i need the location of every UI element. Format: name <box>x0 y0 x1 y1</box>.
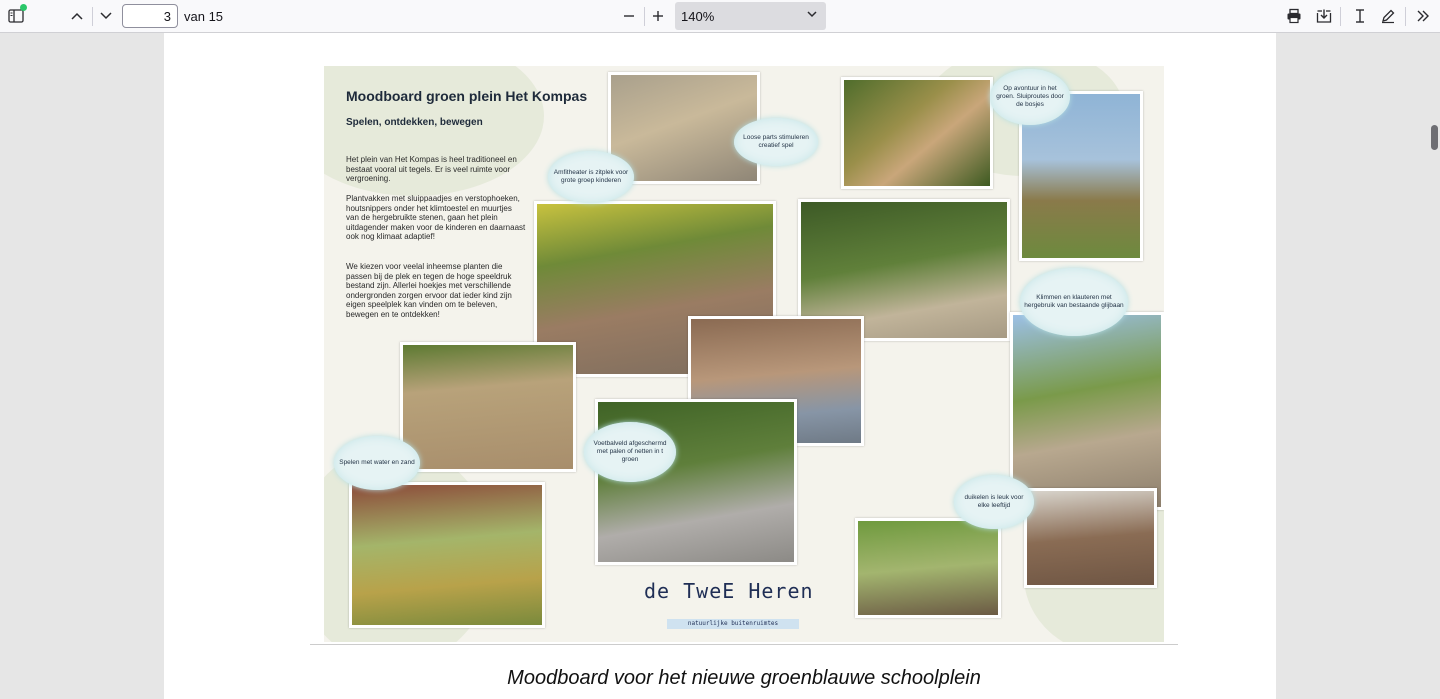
sidebar-icon <box>8 9 24 23</box>
figure-caption: Moodboard voor het nieuwe groenblauwe schoolplein <box>507 667 981 689</box>
sidebar-toggle-button[interactable] <box>4 5 28 27</box>
toolbar-separator <box>644 7 645 26</box>
moodboard-subtitle: Spelen, ontdekken, bewegen <box>346 117 483 128</box>
bubble-water: Spelen met water en zand <box>334 436 420 490</box>
moodboard-paragraph: Plantvakken met sluippaadjes en verstophoeken, houtsnippers onder het klimtoestel en muurtjes van de hergebruikte stenen, gaan het plein uitdagender maken voor de kinderen en daarnaast ook nog klimaat adaptief! <box>346 194 526 242</box>
page-number-input[interactable] <box>122 4 178 28</box>
logo-tagline: natuurlijke buitenruimtes <box>667 619 799 629</box>
printer-icon <box>1286 8 1302 24</box>
document-viewer[interactable] <box>0 33 1440 699</box>
download-icon <box>1316 8 1332 24</box>
page-divider <box>310 644 1178 645</box>
chevron-down-icon <box>806 8 818 20</box>
chevron-down-icon <box>99 11 113 21</box>
photo-rope-bridge <box>855 518 1001 618</box>
zoom-select[interactable] <box>675 2 826 30</box>
next-page-button[interactable] <box>94 5 118 27</box>
photo-water-pump <box>349 482 545 628</box>
draw-tool-button[interactable] <box>1376 5 1400 27</box>
bubble-avontuur: Op avontuur in het groen. Sluiproutes door de bosjes <box>990 69 1070 125</box>
photo-children-in-bushes <box>841 77 993 189</box>
chevron-up-icon <box>70 11 84 21</box>
text-cursor-icon <box>1354 8 1366 24</box>
scrollbar-thumb[interactable] <box>1431 125 1438 150</box>
more-tools-button[interactable] <box>1411 5 1435 27</box>
zoom-value: 140% <box>681 9 715 24</box>
notification-dot <box>20 4 27 11</box>
toolbar-separator <box>1405 7 1406 26</box>
bubble-amfitheater: Amfitheater is zitplek voor grote groep kinderen <box>548 151 634 203</box>
previous-page-button[interactable] <box>65 5 89 27</box>
moodboard-title: Moodboard groen plein Het Kompas <box>346 88 588 104</box>
text-tool-button[interactable] <box>1348 5 1372 27</box>
photo-log-slide <box>1010 312 1164 510</box>
page-count-label: van 15 <box>184 9 224 24</box>
toolbar-separator <box>92 7 93 26</box>
bubble-klimmen: Klimmen en klauteren met hergebruik van bestaande glijbaan <box>1020 268 1128 336</box>
save-button[interactable] <box>1312 5 1336 27</box>
double-chevron-right-icon <box>1416 10 1430 22</box>
de-twee-heren-logo: de TweE Heren <box>644 579 814 603</box>
moodboard-paragraph: Het plein van Het Kompas is heel traditioneel en bestaat vooral uit tegels. Er is veel ruimte voor vergroening. <box>346 155 517 184</box>
bubble-duikelen: duikelen is leuk voor elke leeftijd <box>954 475 1034 529</box>
pdf-page <box>164 33 1276 699</box>
zoom-out-button[interactable] <box>617 5 641 27</box>
plus-icon <box>652 10 664 22</box>
pencil-icon <box>1380 8 1396 24</box>
pdf-toolbar <box>0 0 1440 33</box>
toolbar-separator <box>1340 7 1341 26</box>
moodboard-image <box>324 66 1164 642</box>
print-button[interactable] <box>1282 5 1306 27</box>
photo-sand-play <box>400 342 576 472</box>
moodboard-paragraph: We kiezen voor veelal inheemse planten die passen bij de plek en tegen de hoge speeldruk bestand zijn. Allerlei hoekjes met verschillende ondergronden zorgen ervoor dat ieder kind zijn eigen speelplek kan vinden om te beleven, bewegen en te ontdekken! <box>346 262 512 319</box>
minus-icon <box>623 10 635 22</box>
photo-balance-bars <box>1024 488 1157 588</box>
zoom-in-button[interactable] <box>646 5 670 27</box>
bubble-loose-parts: Loose parts stimuleren creatief spel <box>734 118 818 166</box>
bubble-voetbal: Voetbalveld afgeschermd met palen of netten in t groen <box>584 422 676 482</box>
